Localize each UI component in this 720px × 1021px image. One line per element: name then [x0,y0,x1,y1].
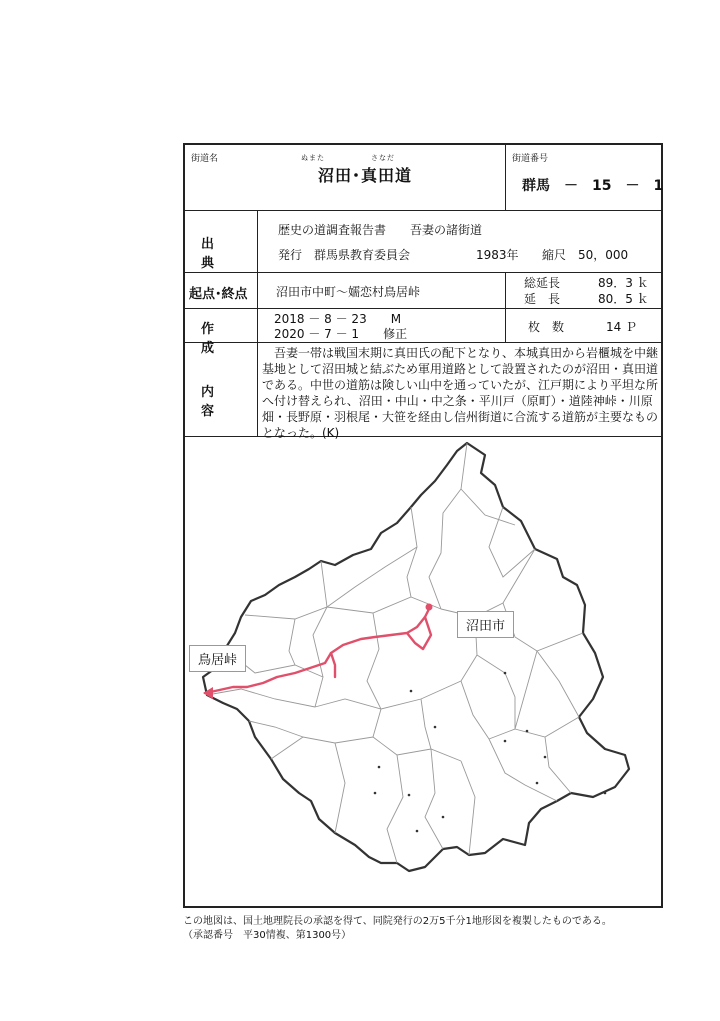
start-point-marker [426,604,433,611]
created-row [185,309,661,356]
route-label-cell [185,273,257,308]
content-label: 内 容 [201,385,240,419]
route-row [185,273,661,309]
map-label-toriitoge: 鳥居峠 [189,645,246,672]
road-name-ruby-left: ぬまた [301,154,325,162]
source-label-cell [185,211,257,272]
route-value-cell [257,273,505,308]
road-name-block [285,154,445,186]
created-line2: 2020 － 7 － 1 修正 [274,327,408,341]
source-label: 出 典 [201,237,240,271]
road-number: 群馬 － 15 － 1 [522,178,664,194]
road-name-label: 街道名 [191,154,219,164]
content-row [185,343,661,440]
pages-label: 枚 数 [528,320,565,334]
source-publisher: 発行 群馬県教育委員会 [278,248,411,262]
source-scale: 縮尺 50，000 [542,248,629,262]
content-text: 吾妻一帯は戦国末期に真田氏の配下となり、本城真田から岩櫃城を中継基地として沼田城と結ぶため軍用道路として設置されたのが沼田・真田道である。中世の道筋は険しい山中を通っていたが、江戸期により平坦な所へ付け替えられ、沼田・中山・中之条・平川戸（原町）・道陸神峠・川原畑・長野原・羽根尾・大笹を経由し信州街道に合流する道筋が主要なものとなった。(K) [262,346,659,440]
road-number-label: 街道番号 [512,154,549,164]
map-label-numata: 沼田市 [457,611,514,638]
length: 80．5 ｋ [598,292,649,306]
created-label-cell [185,309,257,356]
content-label-cell [185,343,257,436]
prefecture-outline [203,443,629,871]
prefecture-map [185,437,661,906]
road-name: 沼田･真田道 [317,166,412,185]
total-length-label: 総延長 [524,276,561,290]
record-sheet [183,143,663,908]
length-label: 延 長 [524,292,561,306]
pages-cell [505,309,661,342]
source-title: 歴史の道調査報告書 吾妻の諸街道 [278,223,483,237]
created-line1: 2018 － 8 － 23 M [274,312,402,326]
pages: 14 Ｐ [606,320,638,334]
road-name-ruby-right: さなだ [371,154,395,162]
source-value-cell [257,211,661,272]
footer-note: この地図は、国土地理院長の承認を得て、同院発行の2万5千分1地形図を複製したものである。 [183,916,612,927]
road-name-row [185,145,664,211]
source-year: 1983年 [476,248,519,262]
footer-approval: （承認番号 平30情複、第1300号） [183,930,352,941]
route-value: 沼田市中町～嬬恋村鳥居峠 [276,285,421,299]
total-length: 89．3 ｋ [598,276,649,290]
content-value-cell [257,343,661,440]
map-area [185,437,661,906]
created-label: 作 成 [201,322,240,356]
length-cell [505,273,661,308]
source-row [185,211,661,273]
road-number-cell [505,145,664,210]
route-label: 起点･終点 [189,287,248,302]
created-value-cell [257,309,505,342]
